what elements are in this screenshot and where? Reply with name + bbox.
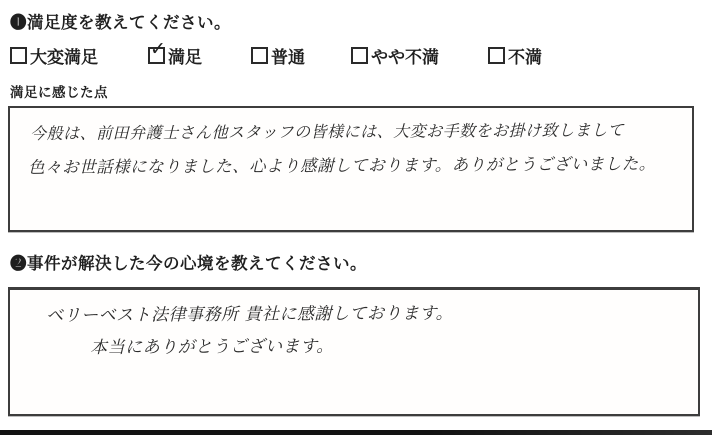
option-daihen-manzoku[interactable] (10, 43, 98, 68)
handwritten-answer-line: ベリーベスト法律事務所 貴社に感謝しております。 (46, 303, 454, 326)
option-manzoku[interactable] (148, 38, 202, 68)
option-futsuu[interactable] (251, 43, 305, 68)
page-bottom-rule (0, 430, 712, 435)
option-label: 不満 (508, 48, 542, 67)
checkbox-unchecked[interactable] (351, 47, 368, 64)
handwritten-answer-line: 色々お世話様になりました、心より感謝しております。ありがとうございました。 (28, 154, 656, 177)
question2-title: ❷事件が解決した今の心境を教えてください。 (10, 254, 367, 273)
checkbox-unchecked[interactable] (251, 47, 268, 64)
handwritten-answer-line: 本当にありがとうございます。 (90, 336, 334, 358)
checkbox-unchecked[interactable] (10, 47, 27, 64)
option-fuman[interactable] (488, 43, 542, 68)
answer-box-question2 (8, 287, 700, 416)
option-label: 大変満足 (30, 48, 98, 67)
option-label: やや不満 (371, 48, 439, 67)
question1-title: ❶満足度を教えてください。 (10, 13, 231, 32)
answer-box-question1 (8, 106, 694, 232)
option-label: 満足 (168, 48, 202, 67)
checkbox-unchecked[interactable] (488, 47, 505, 64)
checkbox-checked[interactable] (148, 38, 166, 64)
checkmark-icon: ✓ (150, 38, 166, 60)
option-label: 普通 (271, 48, 305, 67)
satisfaction-points-label: 満足に感じた点 (10, 85, 108, 100)
handwritten-answer-line: 今般は、前田弁護士さん他スタッフの皆様には、大変お手数をお掛け致しまして (30, 120, 625, 143)
option-yaya-fuman[interactable] (351, 43, 439, 68)
